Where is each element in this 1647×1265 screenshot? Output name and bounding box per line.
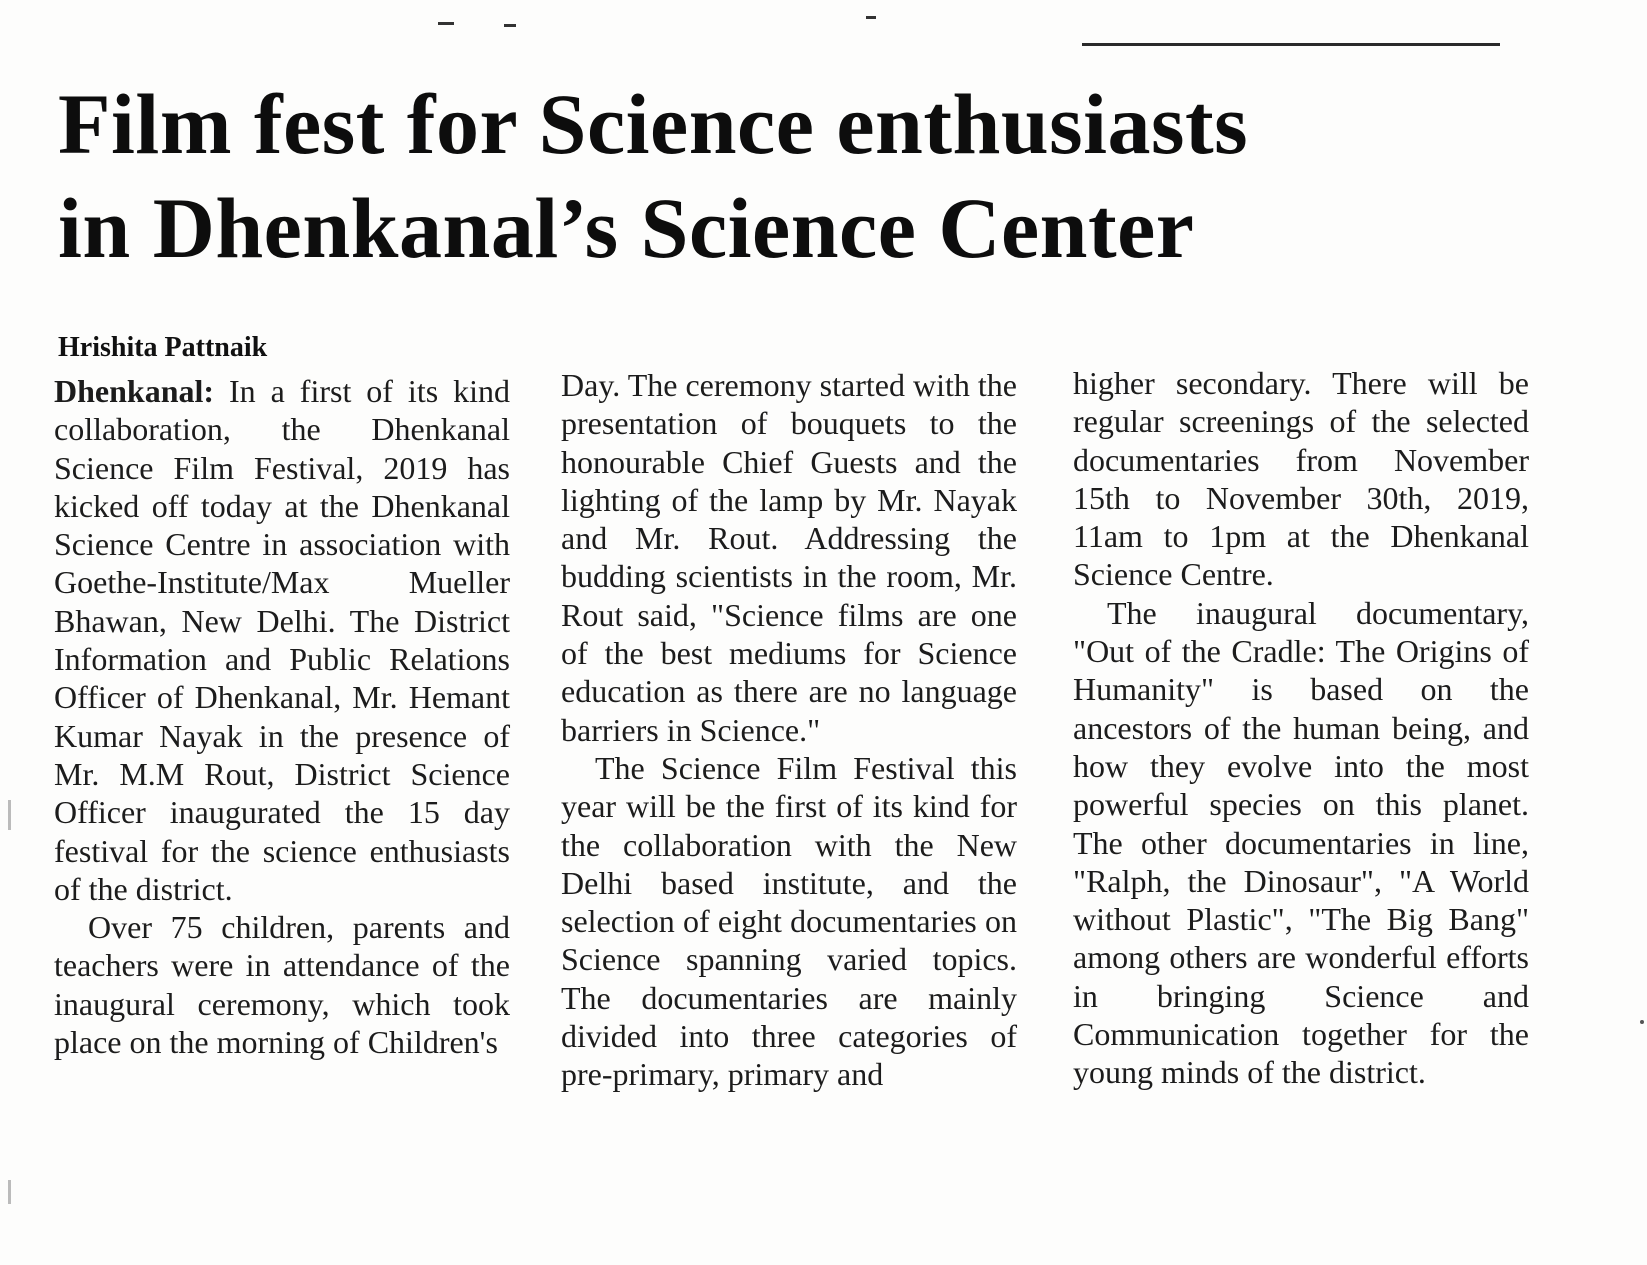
- scan-mark: [866, 16, 876, 19]
- headline-line-1: Film fest for Science enthusiasts: [58, 76, 1249, 172]
- scan-speck: [1640, 1020, 1644, 1024]
- top-rule: [1082, 43, 1500, 46]
- paragraph: [54, 372, 510, 908]
- paragraph-text: In a first of its kind collaboration, the Dhenkanal Science Film Festival, 2019 has kicked off today at the Dhenkanal Science Centre in association with Goethe-Institute/Max Mueller Bhawan, New Delhi. The District Information and Public Relations Officer of Dhenkanal, Mr. Hemant Kumar Nayak in the presence of Mr. M.M Rout, District Science Officer inaugurated the 15 day festival for the science enthusiasts of the district.: [54, 373, 511, 907]
- paragraph: The inaugural documentary, "Out of the Cradle: The Origins of Humanity" is based on the ancestors of the human being, and how they evolve into the most powerful species on this planet. The other documentaries in line, "Ralph, the Dinosaur", "A World without Plastic", "The Big Bang" among others are wonderful efforts in bringing Science and Communication together for the young minds of the district.: [1073, 594, 1529, 1091]
- paragraph: higher secondary. There will be regular screenings of the selected documentaries from November 15th to November 30th, 2019, 11am to 1pm at the Dhenkanal Science Centre.: [1073, 365, 1529, 593]
- scan-edge-mark: [8, 800, 11, 830]
- scan-edge-mark: [8, 1180, 11, 1204]
- headline-line-2: in Dhenkanal’s Science Center: [58, 180, 1195, 276]
- scan-mark: [504, 24, 516, 27]
- paragraph: Over 75 children, parents and teachers were in attendance of the inaugural ceremony, which took place on the morning of Children's: [54, 909, 510, 1061]
- article-column-1: [54, 372, 510, 1061]
- article-headline: [58, 72, 1618, 280]
- byline: Hrishita Pattnaik: [58, 332, 268, 363]
- article-column-3: [1073, 364, 1529, 1092]
- paragraph: Day. The ceremony started with the presentation of bouquets to the honourable Chief Guests and the lighting of the lamp by Mr. Nayak and Mr. Rout. Addressing the budding scientists in the room, Mr. Rout said, "Science films are one of the best mediums for Science education as there are no language barriers in Science.": [561, 367, 1017, 748]
- paragraph: The Science Film Festival this year will be the first of its kind for the collaboration with the New Delhi based institute, and the selection of eight documentaries on Science spanning varied topics. The documentaries are mainly divided into three categories of pre-primary, primary and: [561, 749, 1017, 1093]
- article-column-2: [561, 366, 1017, 1094]
- dateline: Dhenkanal:: [54, 373, 215, 409]
- scan-mark: [438, 22, 454, 25]
